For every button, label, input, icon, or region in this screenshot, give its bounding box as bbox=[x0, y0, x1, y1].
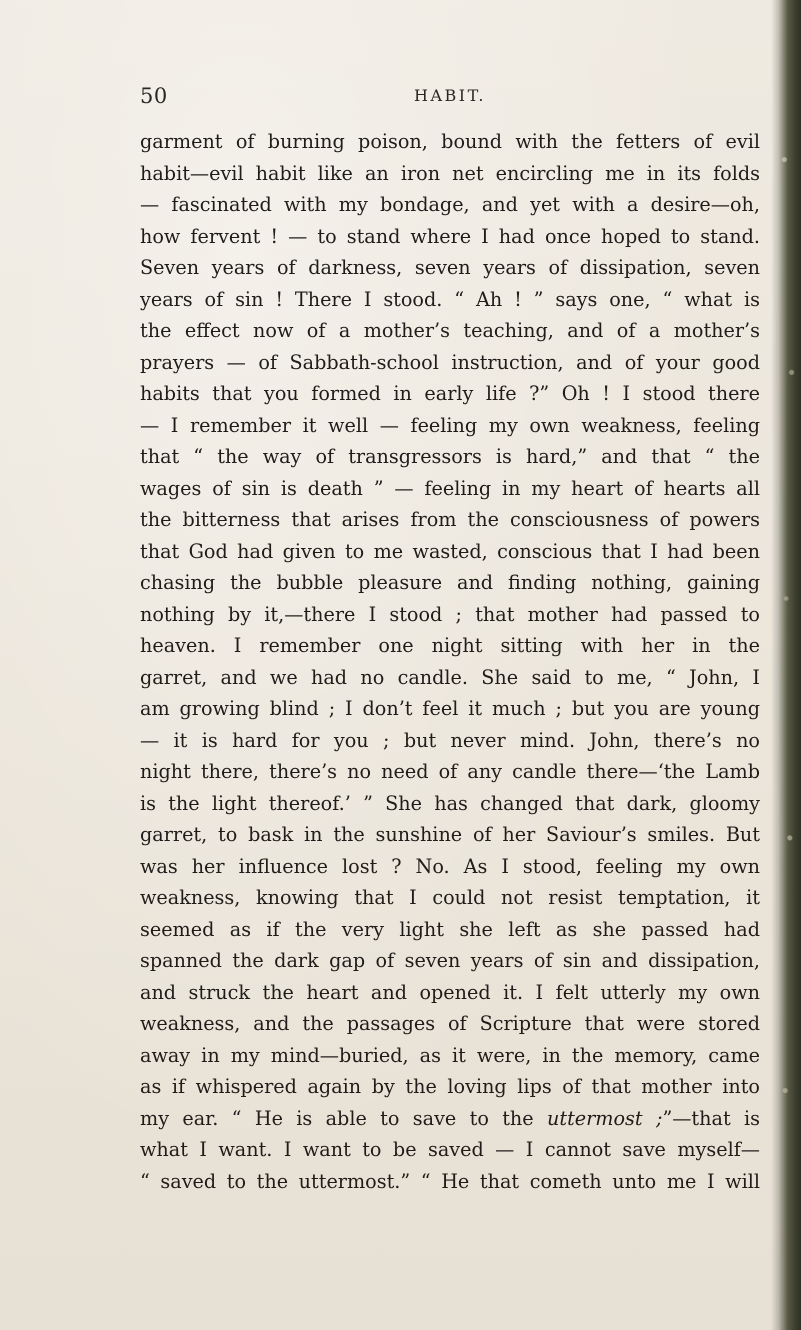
line-text: and struck the heart and opened it. I felt utterly my own bbox=[140, 980, 760, 1004]
line-text: wages of sin is death ” — feeling in my heart of hearts all bbox=[140, 476, 760, 500]
text-line bbox=[140, 221, 760, 253]
line-text: habit—evil habit like an iron net encircling me in its folds bbox=[140, 161, 760, 185]
page-number: 50 bbox=[140, 84, 168, 108]
text-line bbox=[140, 1103, 760, 1135]
text-line bbox=[140, 1071, 760, 1103]
line-text: — I remember it well — feeling my own weakness, feeling bbox=[140, 413, 760, 437]
line-text: is the light thereof.’ ” She has changed that dark, gloomy bbox=[140, 791, 760, 815]
text-line bbox=[140, 126, 760, 158]
text-line bbox=[140, 882, 760, 914]
line-text: weakness, knowing that I could not resist temptation, it bbox=[140, 886, 760, 909]
line-text: ”—that is bbox=[662, 1106, 760, 1130]
text-line bbox=[140, 189, 760, 221]
text-line bbox=[140, 536, 760, 568]
line-text: heaven. I remember one night sitting with her in the bbox=[140, 634, 760, 657]
text-line bbox=[140, 410, 760, 442]
line-text: spanned the dark gap of seven years of sin and dissipation, bbox=[140, 949, 760, 972]
text-line bbox=[140, 378, 760, 410]
text-line bbox=[140, 914, 760, 946]
page-header bbox=[140, 84, 760, 114]
line-text: how fervent ! — to stand where I had once hoped to stand. bbox=[140, 224, 760, 248]
line-text: chasing the bubble pleasure and finding nothing, gaining bbox=[140, 571, 760, 594]
line-text: that God had given to me wasted, conscious that I had been bbox=[140, 539, 760, 563]
text-line bbox=[140, 315, 760, 347]
line-text: “ saved to the uttermost.” “ He that cometh unto me I will bbox=[140, 1169, 760, 1193]
text-line bbox=[140, 158, 760, 190]
line-text: prayers — of Sabbath-school instruction, and of your good bbox=[140, 350, 760, 374]
text-line bbox=[140, 630, 760, 662]
text-line bbox=[140, 252, 760, 284]
line-text: — it is hard for you ; but never mind. John, there’s no bbox=[140, 728, 760, 752]
text-line bbox=[140, 441, 760, 473]
line-text: as if whispered again by the loving lips of that mother into bbox=[140, 1075, 760, 1098]
line-text: garret, and we had no candle. She said to me, “ John, I bbox=[140, 665, 760, 689]
text-line bbox=[140, 977, 760, 1009]
text-line bbox=[140, 1008, 760, 1040]
text-line bbox=[140, 1040, 760, 1072]
text-line bbox=[140, 473, 760, 505]
line-text: the bitterness that arises from the consciousness of powers bbox=[140, 508, 760, 531]
text-line bbox=[140, 1134, 760, 1166]
line-text: what I want. I want to be saved — I cannot save myself— bbox=[140, 1138, 760, 1161]
text-line bbox=[140, 1166, 760, 1198]
line-text: garment of burning poison, bound with the fetters of evil bbox=[140, 130, 760, 153]
text-line bbox=[140, 725, 760, 757]
line-text: nothing by it,—there I stood ; that mother had passed to bbox=[140, 602, 760, 626]
text-line bbox=[140, 284, 760, 316]
text-line bbox=[140, 599, 760, 631]
text-line bbox=[140, 945, 760, 977]
text-line bbox=[140, 347, 760, 379]
text-line bbox=[140, 756, 760, 788]
running-head: HABIT. bbox=[414, 86, 486, 105]
line-text: Seven years of darkness, seven years of dissipation, seven bbox=[140, 256, 760, 279]
line-text: am growing blind ; I don’t feel it much ; but you are young bbox=[140, 697, 760, 720]
body-text bbox=[140, 126, 760, 1197]
text-line bbox=[140, 788, 760, 820]
line-text: the effect now of a mother’s teaching, and of a mother’s bbox=[140, 319, 760, 342]
line-text: habits that you formed in early life ?” Oh ! I stood there bbox=[140, 382, 760, 405]
line-text: was her influence lost ? No. As I stood, feeling my own bbox=[140, 854, 760, 878]
text-line bbox=[140, 567, 760, 599]
italic-text: uttermost ; bbox=[547, 1106, 663, 1130]
line-text: that “ the way of transgressors is hard,” and that “ the bbox=[140, 445, 760, 468]
binding-texture bbox=[779, 0, 797, 1330]
line-text: away in my mind—buried, as it were, in the memory, came bbox=[140, 1043, 760, 1067]
line-text: weakness, and the passages of Scripture that were stored bbox=[140, 1012, 760, 1035]
line-text: night there, there’s no need of any candle there—‘the Lamb bbox=[140, 760, 760, 783]
line-text: — fascinated with my bondage, and yet with a desire—oh, bbox=[140, 193, 760, 216]
line-text: my ear. “ He is able to save to the bbox=[140, 1106, 547, 1130]
text-line bbox=[140, 851, 760, 883]
line-text: seemed as if the very light she left as she passed had bbox=[140, 917, 760, 941]
text-line bbox=[140, 693, 760, 725]
line-text: years of sin ! There I stood. “ Ah ! ” says one, “ what is bbox=[140, 287, 760, 311]
text-line bbox=[140, 504, 760, 536]
text-line bbox=[140, 819, 760, 851]
text-line bbox=[140, 662, 760, 694]
line-text: garret, to bask in the sunshine of her Saviour’s smiles. But bbox=[140, 823, 760, 846]
